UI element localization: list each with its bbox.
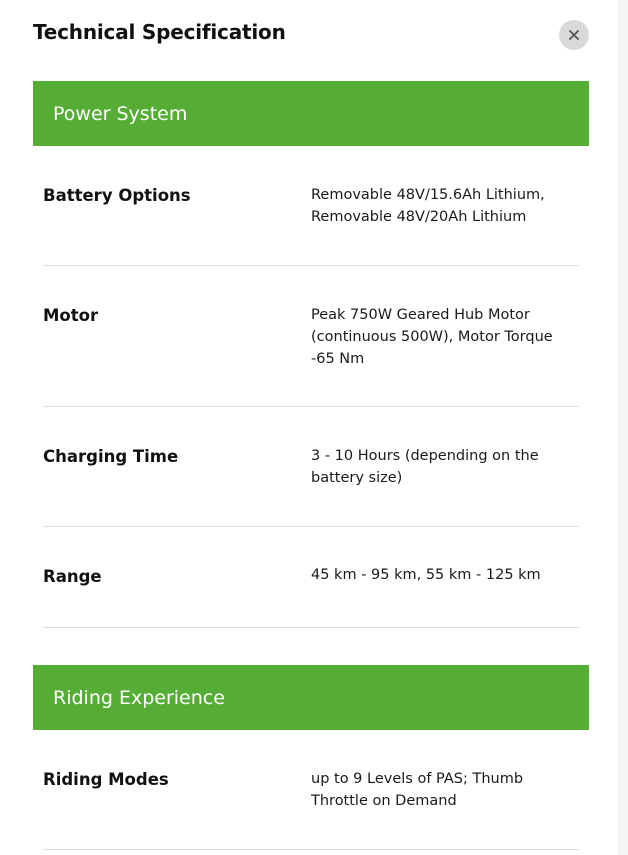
spec-label: Charging Time [43,447,179,466]
section-header-power-system [33,81,589,146]
spec-row-battery-options [43,146,579,266]
section-title: Riding Experience [53,686,225,709]
spec-row-motor [43,266,579,407]
spec-row-riding-modes [43,730,579,850]
scrollbar[interactable] [618,0,628,855]
spec-label: Range [43,567,102,586]
spec-value: up to 9 Levels of PAS; Thumb Throttle on Demand [311,771,524,809]
spec-label: Motor [43,306,99,325]
section-title: Power System [53,102,188,125]
spec-value: Removable 48V/15.6Ah Lithium, Removable 48V/20Ah Lithium [311,187,545,225]
spec-value: Peak 750W Geared Hub Motor (continuous 500W), Motor Torque -65 Nm [311,307,553,367]
close-button[interactable] [559,20,589,50]
spec-row-charging-time [43,407,579,527]
spec-label: Battery Options [43,186,191,205]
spec-value: 45 km - 95 km, 55 km - 125 km [311,567,541,583]
modal-title: Technical Specification [33,20,286,44]
spec-label: Riding Modes [43,770,169,789]
section-header-riding-experience [33,665,589,730]
close-icon [569,30,579,40]
spec-value: 3 - 10 Hours (depending on the battery size) [311,448,539,486]
spec-row-range [43,527,579,628]
